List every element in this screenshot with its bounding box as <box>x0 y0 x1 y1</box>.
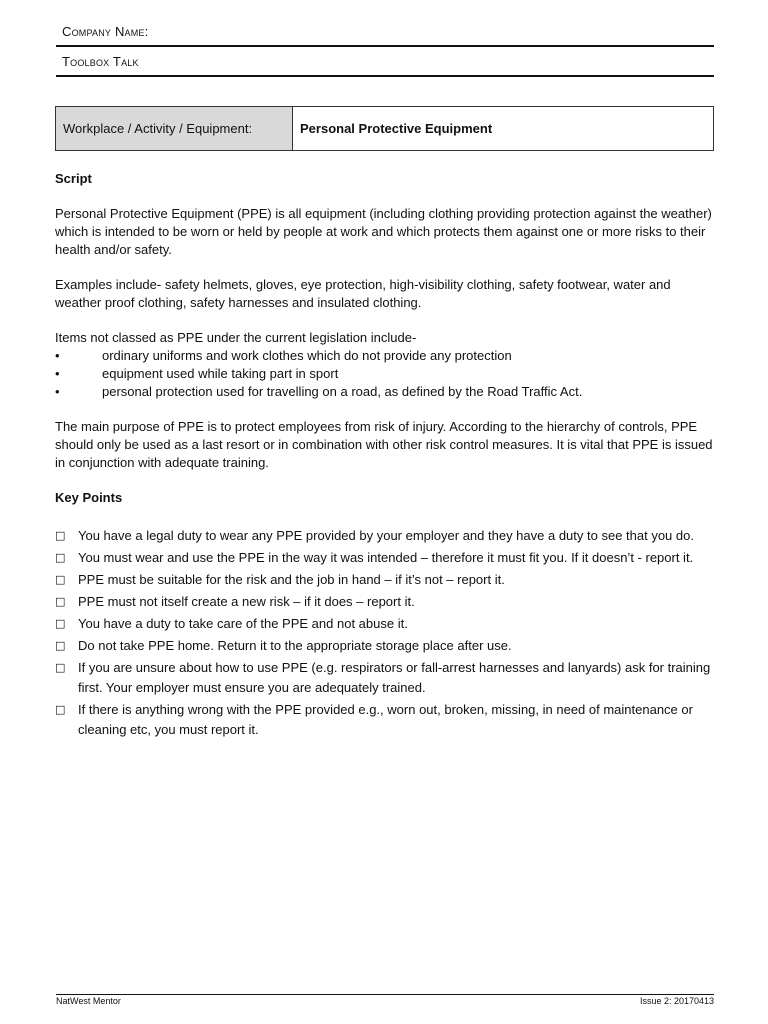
key-point-text: You have a legal duty to wear any PPE provided by your employer and they have a duty to see that you do. <box>78 528 694 543</box>
bullet-text: equipment used while taking part in sport <box>102 366 339 381</box>
script-paragraph-2: Examples include- safety helmets, gloves, eye protection, high-visibility clothing, safety footwear, water and weather proof clothing, safety harnesses and insulated clothing. <box>55 277 671 310</box>
key-point-text: PPE must not itself create a new risk – if it does – report it. <box>78 594 415 609</box>
key-point-text: If you are unsure about how to use PPE (e.g. respirators or fall-arrest harnesses and lanyards) ask for training first. Your employer must ensure you are adequately trained. <box>78 660 711 695</box>
workplace-label-cell: Workplace / Activity / Equipment: <box>56 107 293 150</box>
workplace-info-table <box>55 106 714 151</box>
checkbox-icon: □ <box>55 573 66 586</box>
header-rule-bottom <box>56 75 714 77</box>
list-item <box>55 636 715 656</box>
not-ppe-bullet-list <box>55 347 715 401</box>
key-point-text: You must wear and use the PPE in the way it was intended – therefore it must fit you. If it doesn’t - report it. <box>78 550 694 565</box>
key-points-list <box>55 526 715 740</box>
workplace-value-cell: Personal Protective Equipment <box>300 121 493 136</box>
list-item <box>55 658 715 698</box>
checkbox-icon: □ <box>55 703 66 716</box>
checkbox-icon: □ <box>55 529 66 542</box>
company-name-label: Company Name: <box>62 24 149 39</box>
footer-rule <box>56 994 714 995</box>
footer-left-text: NatWest Mentor <box>56 996 121 1006</box>
document-body <box>55 170 715 742</box>
list-item <box>55 592 715 612</box>
checkbox-icon: □ <box>55 617 66 630</box>
list-item <box>55 347 715 365</box>
list-item <box>55 548 715 568</box>
key-point-text: Do not take PPE home. Return it to the appropriate storage place after use. <box>78 638 512 653</box>
bullet-text: ordinary uniforms and work clothes which do not provide any protection <box>102 348 512 363</box>
list-item <box>55 383 715 401</box>
toolbox-talk-label: Toolbox Talk <box>62 54 139 69</box>
checkbox-icon: □ <box>55 639 66 652</box>
checkbox-icon: □ <box>55 595 66 608</box>
list-item <box>55 614 715 634</box>
not-ppe-lead: Items not classed as PPE under the current legislation include- <box>55 330 417 345</box>
key-point-text: You have a duty to take care of the PPE and not abuse it. <box>78 616 408 631</box>
checkbox-icon: □ <box>55 661 66 674</box>
list-item <box>55 365 715 383</box>
key-point-text: If there is anything wrong with the PPE provided e.g., worn out, broken, missing, in need of maintenance or cleaning etc, you must report it. <box>78 702 693 737</box>
checkbox-icon: □ <box>55 551 66 564</box>
bullet-icon: • <box>55 384 60 399</box>
list-item <box>55 526 715 546</box>
bullet-icon: • <box>55 366 60 381</box>
script-heading: Script <box>55 171 92 186</box>
footer-right-text: Issue 2: 20170413 <box>639 996 714 1006</box>
list-item <box>55 570 715 590</box>
key-points-heading: Key Points <box>55 490 123 505</box>
bullet-text: personal protection used for travelling on a road, as defined by the Road Traffic Act. <box>102 384 583 399</box>
bullet-icon: • <box>55 348 60 363</box>
key-point-text: PPE must be suitable for the risk and the job in hand – if it’s not – report it. <box>78 572 505 587</box>
script-paragraph-3: The main purpose of PPE is to protect employees from risk of injury. According to the hierarchy of controls, PPE should only be used as a last resort or in combination with other risk control measures. It is vital that PPE is issued in conjunction with adequate training. <box>55 419 713 470</box>
header-rule-top <box>56 45 714 47</box>
list-item <box>55 700 715 740</box>
script-paragraph-1: Personal Protective Equipment (PPE) is all equipment (including clothing providing protection against the weather) which is intended to be worn or held by people at work and which protects them against one or more risks to their health and/or safety. <box>55 206 712 257</box>
